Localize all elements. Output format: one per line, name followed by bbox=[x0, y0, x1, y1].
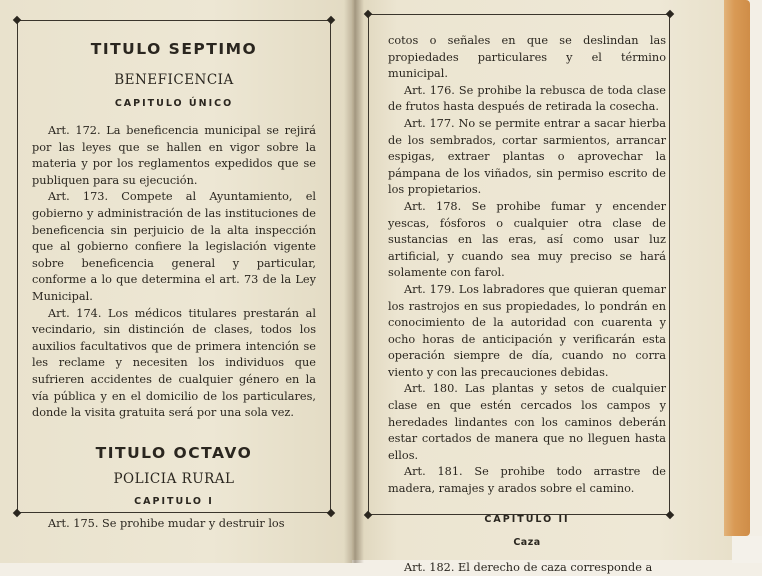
book-page-edges bbox=[724, 0, 750, 536]
title-octavo: TITULO OCTAVO bbox=[95, 443, 253, 462]
section-policia-rural: POLICIA RURAL bbox=[113, 470, 235, 487]
article-182-start: Art. 182. El derecho de caza corresponde a bbox=[404, 560, 653, 574]
article-172: Art. 172. La beneficencia municipal se rejirá por las leyes que se hallen en vigor sobre la materia y por los reglamentos expedidos que se publiquen para su ejecución. bbox=[32, 124, 316, 187]
article-174: Art. 174. Los médicos titulares prestarán al vecindario, sin distinción de clases, todos los auxilios facultativos que de primera intención se les reclame y necesiten los individuos que sufrieren accidentes de cualquier género en la vía pública y en el domicilio de los particulares, donde la visita gratuita será por una sola vez. bbox=[32, 306, 316, 420]
section-caza: Caza bbox=[513, 536, 541, 548]
article-175-start: Art. 175. Se prohibe mudar y destruir los bbox=[48, 516, 285, 530]
title-septimo: TITULO SEPTIMO bbox=[90, 40, 258, 58]
right-text-column bbox=[388, 33, 666, 576]
article-176: Art. 176. Se prohibe la rebusca de toda clase de frutos hasta después de retirada la cosecha. bbox=[388, 83, 666, 114]
section-beneficencia: BENEFICENCIA bbox=[114, 72, 234, 88]
article-178: Art. 178. Se prohibe fumar y encender yescas, fósforos o cualquier otra clase de sustancias en las eras, así como usar luz artificial, y cuando sea muy preciso se hará solamente con farol. bbox=[388, 199, 666, 280]
article-177: Art. 177. No se permite entrar a sacar hierba de los sembrados, cortar sarmientos, arrancar espigas, extraer plantas o aprovechar la pámpana de los viñados, sin permiso escrito de los propietarios. bbox=[388, 116, 666, 197]
chapter-i: CAPITULO I bbox=[134, 495, 214, 507]
background-corner bbox=[732, 536, 762, 563]
article-181: Art. 181. Se prohibe todo arrastre de madera, ramajes y arados sobre el camino. bbox=[388, 465, 666, 496]
article-180: Art. 180. Las plantas y setos de cualquier clase en que estén cercados los campos y heredades lindantes con los caminos deberán estar cortados de manera que no lleguen hasta ellos. bbox=[388, 382, 666, 462]
article-175-continued: cotos o señales en que se deslindan las propiedades particulares y el término municipal. bbox=[388, 34, 666, 81]
article-173: Art. 173. Compete al Ayuntamiento, el gobierno y administración de las instituciones de beneficencia sin perjuicio de la alta inspección que al gobierno confiere la legislación vigente sobre beneficencia general y particular, conforme a lo que determina el art. 73 de la Ley Municipal. bbox=[32, 190, 316, 303]
article-179: Art. 179. Los labradores que quieran quemar los rastrojos en sus propiedades, lo pondrán en conocimiento de la autoridad con cuarenta y ocho horas de anticipación y verificarán esta operación siempre de día, cuando no corra viento y con las precauciones debidas. bbox=[388, 282, 666, 379]
chapter-ii: CAPITULO II bbox=[484, 513, 570, 525]
chapter-unico: CAPITULO ÚNICO bbox=[114, 98, 234, 109]
book-gutter bbox=[344, 0, 364, 563]
left-text-column bbox=[32, 40, 316, 532]
